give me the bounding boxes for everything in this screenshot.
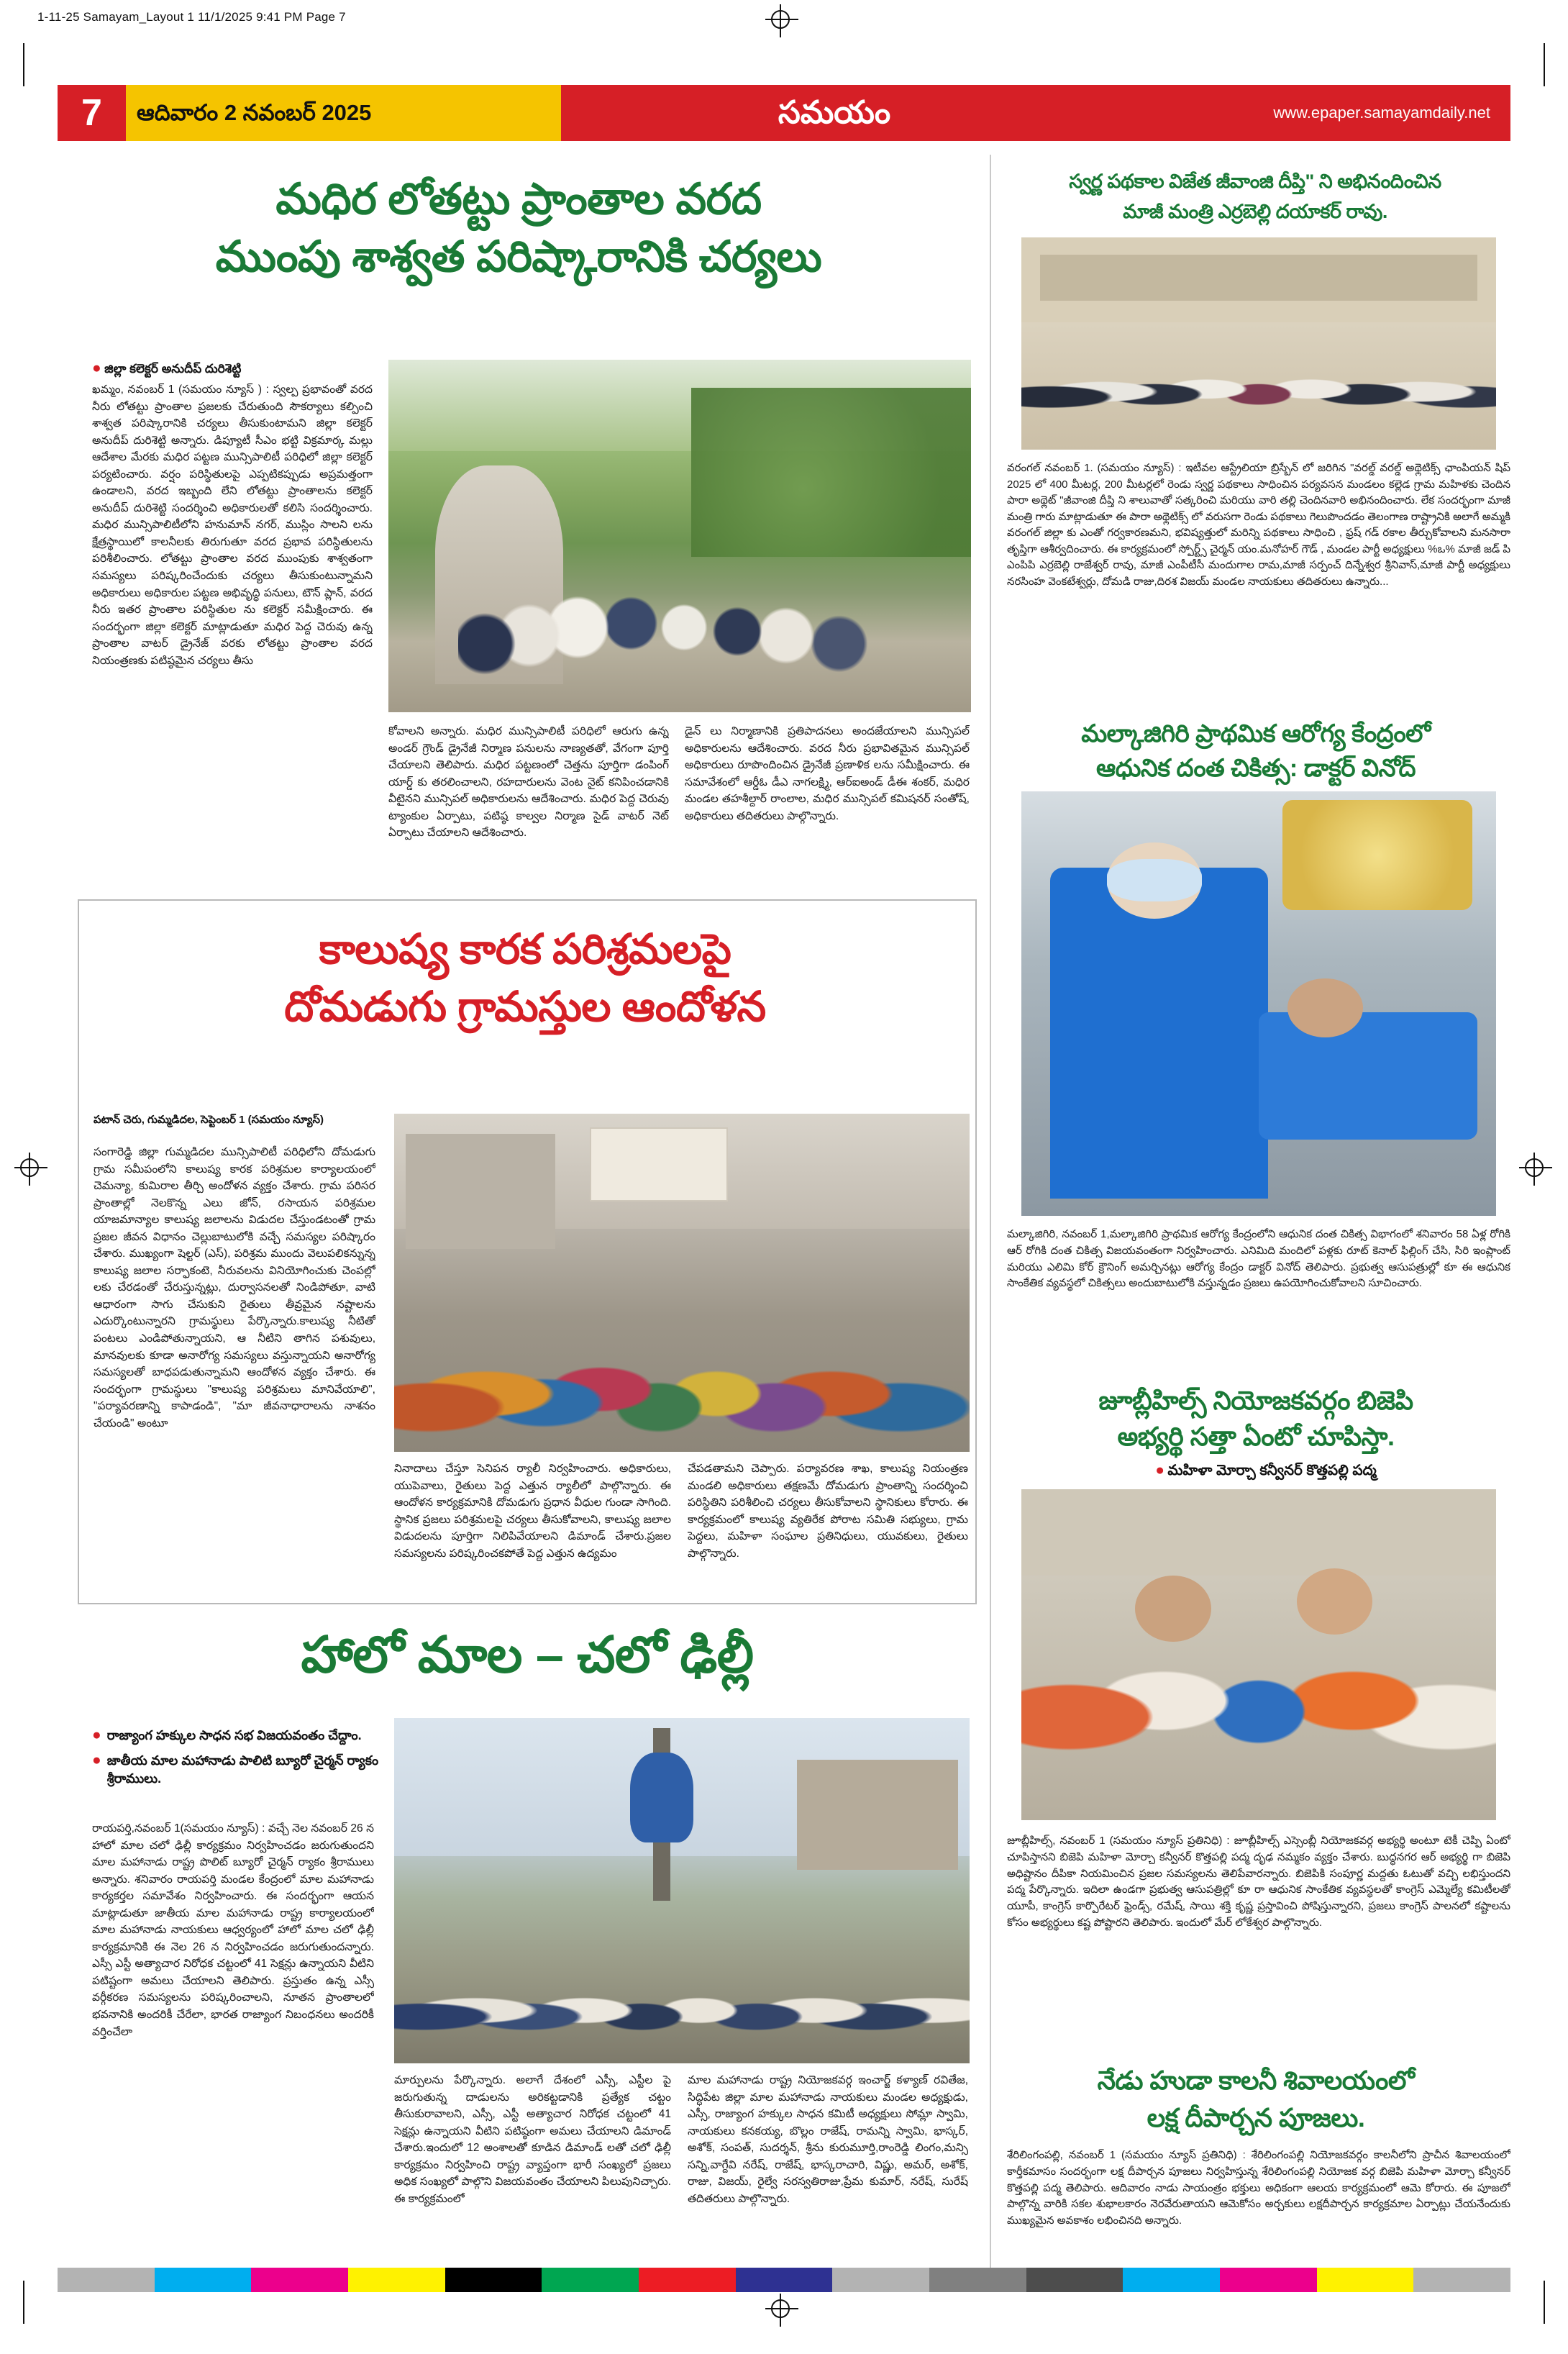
crop-mark bbox=[1544, 2281, 1545, 2324]
bullet-dot: ● bbox=[92, 360, 101, 376]
story1-column-3: డైన్ లు నిర్మాణానికి ప్రతిపాదనలు అందజేయాలని మున్సిపల్ అధికారులను ఆదేశించారు. వరద నీరు ప్రభావితమైన మున్సిపల్ అధికారులు రూపొందించిన డ్రైనేజీ ప్రణాళిక లను సమీక్షించారు. ఈ సమావేశంలో ఆర్డీఓ డీఎ నాగలక్ష్మి, ఆర్ఐఅండ్ డీఈ శంకర్, మధిర మండల తహశీల్దార్ రాంలాల, మధిర మున్సిపల్ కమిషనర్ సంతోష్, అధికారులు తదితరులు పాల్గొన్నారు. bbox=[685, 725, 970, 822]
color-swatch bbox=[58, 2268, 155, 2292]
right-story1-photo bbox=[1021, 237, 1496, 450]
registration-mark bbox=[771, 2299, 790, 2318]
story2-headline-line2: దోమడుగు గ్రామస్తుల ఆందోళన bbox=[284, 983, 766, 1030]
crop-mark bbox=[1544, 43, 1545, 86]
right-story3-photo bbox=[1021, 1489, 1496, 1820]
story3-column-1: రాయపర్తి,నవంబర్ 1(సమయం న్యూస్) : వచ్చే నెల నవంబర్ 26 న హాలో మాల చలో ఢిల్లీ కార్యక్రమం నిర్వహించడం జరుగుతుందని మాల మహానాడు రాష్ట్ర పొలిట్ బ్యూరో చైర్మన్ ర్యాకం శ్రీరాములు అన్నారు. శనివారం రాయపర్తి మండల కేంద్రంలో మాల మహానాడు కార్యకర్తల సమావేశం నిర్వహించారు. ఈ సందర్భంగా ఆయన మాట్లాడుతూ జాతీయ మాల మహానాడు రాష్ట్ర కార్యాలయంలో మాల మహానాడు నాయకులు ఆధ్వర్యంలో హాలో మాల చలో ఢిల్లీ కార్యక్రమానికి ఈ నెల 26 న నిర్వహించడం జరుగుతుందన్నారు. ఎస్సీ ఎస్టీ అత్యాచార నిరోధక చట్టంలో 41 సెక్షన్లు ఉన్నాయని వీటిని పటిష్టంగా అమలు చేయాలని తెలిపారు. ప్రస్తుతం ఉన్న ఎస్సీ వర్గీకరణ సమస్యలను పరిష్కరించాలని, నూతన ప్రాంతాలలో భవనానికి అందరికీ చేరేలా, భారత రాజ్యాంగ నిబంధనలు అందరికీ వర్తించేలా bbox=[92, 1822, 374, 2038]
story1-byline-row bbox=[92, 360, 308, 379]
story2-column-2: నినాదాలు చేస్తూ సెనిపన ర్యాలీ నిర్వహించారు. అధికారులు, యుపెవాలు, రైతులు పెద్ద ఎత్తున ర్యాలీలో పాల్గొన్నారు. ఈ ఆందోళన కార్యక్రమానికి దోమడుగు ప్రధాన వీధుల గుండా సాగింది. స్థానిక ప్రజలు పరిశ్రమలపై చర్యలు తీసుకోవాలని, కాలుష్య జలాల విడుదలను పూర్తిగా నిలిపివేయాలని డిమాండ్ చేశారు.ప్రజల సమస్యలను పరిష్కరించకపోతే పెద్ద ఎత్తున ఉద్యమం bbox=[394, 1463, 671, 1560]
right-story2-photo bbox=[1021, 791, 1496, 1216]
registration-mark bbox=[1525, 1158, 1544, 1177]
story2-column-3: చేపడతామని చెప్పారు. పర్యావరణ శాఖ, కాలుష్య నియంత్రణ మండలి అధికారులు తక్షణమే దోమడుగు ప్రాంతాన్ని సందర్శించి పరిస్థితిని పరిశీలించి చర్యలు తీసుకోవాలని స్థానికులు కోరారు. ఈ కార్యక్రమంలో కాలుష్య వ్యతిరేక పోరాట సమితి సభ్యులు, గ్రామ పెద్దలు, మహిళా సంఘాల ప్రతినిధులు, యువకులు, రైతులు పాల్గొన్నారు. bbox=[688, 1463, 968, 1560]
story1-headline-line1: మధిర లోతట్టు ప్రాంతాల వరద bbox=[275, 175, 762, 223]
registration-mark bbox=[771, 10, 790, 29]
color-swatch bbox=[1413, 2268, 1510, 2292]
bullet-dot: ● bbox=[1155, 1462, 1164, 1478]
color-swatch bbox=[1220, 2268, 1317, 2292]
story2-photo bbox=[394, 1114, 970, 1452]
story1-photo bbox=[388, 360, 971, 712]
color-swatch bbox=[542, 2268, 639, 2292]
story3-column-3: మాల మహానాడు రాష్ట్ర నియోజకవర్గ ఇంచార్జ్ కళ్యాణ్ రవితేజ, సిద్ధిపేట జిల్లా మాల మహానాడు నాయకులు మండల అధ్యక్షుడు, ఎస్సీ, రాజ్యాంగ హక్కుల సాధన కమిటీ అధ్యక్షులు సోమ్లా స్వామి, నాయకులు కనకయ్య, బొల్లం రాజేష్, రామన్ని స్వామి, భాస్కర్, అశోక్, సంపత్, సుదర్శన్, శ్రీను కురుమూర్తి,రాంరెడ్డి లింగం,మన్సి సన్ని,వాగ్దేవి నరేష్, రాజేష్, భాస్కరాచారి, విష్ణు, అమర్, అశోక్, రాజు, విజయ్, రైల్వే సరస్వతిరాజు,ప్రేమ కుమార్, నరేష్, సురేష్ తదితరులు పాల్గొన్నారు. bbox=[688, 2074, 968, 2205]
story3-photo bbox=[394, 1718, 970, 2063]
right-story2-headline-line2: ఆధునిక దంత చికిత్స: డాక్టర్ వినోద్ bbox=[1096, 755, 1416, 782]
right-story3-bullet: మహిళా మోర్చా కన్వీనర్ కొత్తపల్లి పద్మ bbox=[1167, 1463, 1377, 1478]
color-swatch bbox=[929, 2268, 1026, 2292]
story1-column-2: కోవాలని అన్నారు. మధిర మున్సిపాలిటీ పరిధిలో ఆరుగు ఉన్న అండర్ గ్రౌండ్ డ్రైనేజీ నిర్మాణ పనులను నాణ్యతతో, వేగంగా పూర్తి చేయాలని తెలిపారు. మధిర పట్టణంలో చెత్తను పూర్తిగా డంపింగ్ యార్డ్ కు తరలించాలని, రహదారులను వెంట నైట్ కనిపించడానికి వీటైనని మున్సిపల్ అధికారులను ఆదేశించారు. మధిర పెద్ద చెరువు ట్యాంకుల ఏర్పాటు, పటిష్ఠ కాల్వల నిర్మాణ సైడ్ వాటర్ నెట్ ఏర్పాటు చేయాలని ఆదేశించారు. bbox=[388, 725, 669, 840]
right-story1-headline-line2: మాజీ మంత్రి ఎర్రబెల్లి దయాకర్ రావు. bbox=[1123, 201, 1387, 222]
bullet-dot: ● bbox=[92, 1727, 101, 1743]
column-rule bbox=[990, 155, 991, 2284]
right-story3-bullet-row bbox=[1021, 1462, 1510, 1482]
color-swatch bbox=[251, 2268, 348, 2292]
color-swatch bbox=[445, 2268, 542, 2292]
bullet-dot: ● bbox=[92, 1752, 101, 1769]
right-story4-headline-line1: నేడు హుడా కాలనీ శివాలయంలో bbox=[1097, 2066, 1415, 2095]
color-swatch bbox=[1317, 2268, 1414, 2292]
masthead-title: సమయం bbox=[778, 95, 891, 130]
story1-byline: జిల్లా కలెక్టర్ అనుదీప్ దురిశెట్టి bbox=[104, 362, 242, 376]
story2-dateline: పటాన్ చెరు, గుమ్మడిదల, సెప్టెంబర్ 1 (సమయం న్యూస్) bbox=[94, 1114, 324, 1126]
story3-bullet-1: రాజ్యాంగ హక్కుల సాధన సభ విజయవంతం చేద్దాం. bbox=[106, 1728, 362, 1742]
story3-headline: హాలో మాల – చలో ఢిల్లీ bbox=[301, 1627, 754, 1683]
registration-mark bbox=[20, 1158, 39, 1177]
right-story2-body: మల్కాజిగిరి, నవంబర్ 1,మల్కాజిగిరి ప్రాథమిక ఆరోగ్య కేంద్రంలోని ఆధునిక దంత చికిత్స విభాగంలో శనివారం 58 ఏళ్ల రోగికి ఆర్ రోగికి దంత చికిత్స విజయవంతంగా నిర్వహించారు. ఎనిమిది మందిలో పళ్లకు రూట్ కెనాల్ ఫిల్లింగ్ చేసి, సిరి ఇంప్లాంట్ మరియు ఎలిమి కోర్ క్రౌనింగ్ అమర్చినట్లు ఆరోగ్య కేంద్రం డాక్టర్ వినోద్ తెలిపారు. ప్రభుత్వ ఆసుపత్రుల్లో కూ ఈ ఆధునిక సాంకేతిక వ్యవస్థలో చికిత్సలు అందుబాటులోకి వస్తున్నడం ప్రజలు ఉపయోగించుకోవాలని సూచించారు. bbox=[1007, 1228, 1510, 1290]
color-swatch bbox=[1026, 2268, 1123, 2292]
masthead-website[interactable]: www.epaper.samayamdaily.net bbox=[1273, 104, 1490, 122]
right-story1-headline-line1: స్వర్ణ పథకాల విజేత జీవాంజి దీప్తి" ని అభినందించిన bbox=[1069, 171, 1441, 192]
color-swatch bbox=[1123, 2268, 1220, 2292]
right-story3-body: జూబ్లీహిల్స్, నవంబర్ 1 (సమయం న్యూస్ ప్రతినిధి) : జూబ్లీహిల్స్ ఎస్సెంబ్లీ నియోజకవర్గ అభ్యర్థి అంటూ టెకీ చెప్పి ఏంటో చూపిస్తానని బిజెపి మహిళా మోర్చా కన్వీనర్ కొత్తపల్లి పద్మ దృఢ నమ్మకం వ్యక్తం చేశారు. బుద్ధనగర ఆర్ అభ్యర్థి గా బిజెపి అధిష్టానం దీపికా నియమించిన ప్రజల సమస్యలను తెలిపేవారన్నారు. బిజెపికి సంపూర్ణ మద్దతు ఓటుతో వచ్చి లభిస్తుందని పద్మ పేర్కొన్నారు. ఇదిలా ఉండగా ప్రభుత్వ ఆసుపత్రిల్లో కూ రా ఆధునిక సాంకేతిక వ్యవస్థలతో కాంగ్రెస్ ఎమ్మెల్యే కమిటీలతో యూపీ, కాంగ్రెస్ కార్పొరేటర్ ఫ్రెండ్స్, రమేష్, సాయి శక్తి కృష్ణ ప్రస్తావించి పోషిస్తున్నారని, ప్రజలు కాంగ్రెస్ పాలనలో కష్టాలను కోసం అభ్యర్థులు కష్ట పోష్టారని తెలిపారు. ఇందులో మేర్ లోకేశ్వర పాల్గొన్నారు. bbox=[1007, 1835, 1510, 1929]
masthead bbox=[58, 85, 1510, 141]
file-slug: 1-11-25 Samayam_Layout 1 11/1/2025 9:41 PM Page 7 bbox=[37, 10, 346, 24]
story3-bullets bbox=[92, 1727, 380, 1789]
right-story4-headline-line2: లక్ష దీపార్చన పూజలు. bbox=[1147, 2103, 1365, 2132]
right-story1-body: వరంగల్ నవంబర్ 1. (సమయం న్యూస్) : ఇటీవల ఆస్ట్రేలియా బ్రిస్బేన్ లో జరిగిన "వరల్డ్ వరల్డ్ అథ్లెటిక్స్ ఛాంపియన్ షిప్ 2025 లో 400 మీటర్ల, 200 మీటర్లలో రెండు స్వర్ణ పథకాలు సాధించిన పర్యవసన మండలం కల్లెడ గ్రామ మహిళకు చెందిన పారా అథ్లెట్ "జీవాంజి దీప్తి ని శాలువాతో సత్కరించి మరియు వారి తల్లి చెందినవారి అభినందించారు. లేక సందర్భంగా మాజీ మంత్రి గారు మాట్లాడుతూ ఈ పారా అథ్లెటిక్స్ లో వరుసగా రెండు పథకాలు గెలుపొందడం తెలంగాణ రాష్ట్రానికి అలాగే అమ్మకి వరంగల్ జిల్లా కు ఎంతో గర్వకారణమని, భవిష్యత్తులో మరిన్ని పథకాలు సాధించి , ఫ్రష్ గడ్ రకాల తీర్చుకోవాలని మనసారా తృప్తిగా ఆశీర్వదించారు. ఈ కార్యక్రమంలో స్పోర్ట్స్ చైర్మన్ యం.మనోహర్ గౌడ్ , మండల పార్టీ అధ్యక్షులు %ఒ% మాజీ జడ్ పి ఎంపిపి ఎర్రబెల్లి రాజేశ్వర్ రావు, మాజీ ఎంపీటీసీ మందుగాల రామ,మాజీ సర్పంచ్ దిన్నేశ్వర శ్రీనివాస్,మాజీ పార్టీ అధ్యక్షులు నరసింహ వెంకటేశ్వర్లు, దోమడి రాజు,దిరశ విజయ్ మండల నాయకులు తదితరులు ఉన్నారు... bbox=[1007, 462, 1510, 588]
right-story3-headline-line2: అభ్యర్థి సత్తా ఏంటో చూపిస్తా. bbox=[1117, 1422, 1395, 1451]
color-swatch bbox=[736, 2268, 833, 2292]
masthead-date: ఆదివారం 2 నవంబర్ 2025 bbox=[137, 100, 372, 125]
color-swatch bbox=[155, 2268, 252, 2292]
story1-headline-line2: ముంపు శాశ్వత పరిష్కారానికి చర్యలు bbox=[215, 232, 822, 281]
color-swatch bbox=[832, 2268, 929, 2292]
print-color-bar bbox=[58, 2268, 1510, 2292]
crop-mark bbox=[23, 43, 24, 86]
right-story4-body: శేరిలింగంపల్లి, నవంబర్ 1 (సమయం న్యూస్ ప్రతినిధి) : శేరిలింగంపల్లి నియోజకవర్గం కాలనీలోని ప్రాచీన శివాలయంలో కార్తీకమాసం సందర్భంగా లక్ష దీపార్చన పూజలు నిర్వహిస్తున్న శేరిలింగంపల్లి నియోజక వర్గ బిజెపి మహిళా మోర్చా కన్వీనర్ కొత్తపల్లి పద్మ తెలిపారు. ఆదివారం నాడు సాయంత్రం భక్తులు అధికంగా ఆలయ కార్యక్రమంలో ఆమె కోరారు. ఈ పూజలో పాల్గొన్న వారికి సకల శుభాలకారం నెరవేరుతాయని ఆమెకోసం అర్చకులు లక్షదీపార్చన కార్యక్రమాల ఏర్పాట్లు చేయనేందుకు ముఖ్యమైన అవకాశం లభించినది అన్నారు. bbox=[1007, 2149, 1510, 2227]
crop-mark bbox=[23, 2281, 24, 2324]
page-number: 7 bbox=[58, 85, 126, 141]
story3-column-2: మార్పులను పేర్కొన్నారు. అలాగే దేశంలో ఎస్సీ, ఎస్టీల పై జరుగుతున్న దాడులను అరికట్టడానికి ప్రత్యేక చట్టం తీసుకురావాలని, ఎస్సీ, ఎస్టీ అత్యాచార నిరోధక చట్టంలో 41 సెక్షన్లు ఉన్నాయని వీటిని పటిష్ఠంగా అమలు చేయాలని డిమాండ్ చేశారు.ఇందులో 12 అంశాలతో కూడిన డిమాండ్ లతో చలో ఢిల్లీ కార్యక్రమం నిర్వహించి రాష్ట్ర వ్యాప్తంగా భారీ సంఖ్యలో ప్రజలు అధిక సంఖ్యలో పాల్గొని విజయవంతం చేయాలని పిలుపునిచ్చారు. ఈ కార్యక్రమంలో bbox=[394, 2074, 671, 2205]
story3-bullet-2: జాతీయ మాల మహానాడు పాలిటి బ్యూరో చైర్మన్ ర్యాకం శ్రీరాములు. bbox=[106, 1753, 379, 1786]
right-story3-headline-line1: జూబ్లీహిల్స్ నియోజకవర్గం బిజెపి bbox=[1098, 1386, 1413, 1415]
right-story2-headline-line1: మల్కాజిగిరి ప్రాథమిక ఆరోగ్య కేంద్రంలో bbox=[1081, 720, 1431, 747]
color-swatch bbox=[348, 2268, 445, 2292]
story2-column-1: సంగారెడ్డి జిల్లా గుమ్మడిదల మున్సిపాలిటీ పరిధిలోని దోమడుగు గ్రామ సమీపంలోని కాలుష్య కారక పరిశ్రమల కార్యాలయంలో చెమన్యా, కుమిరాల తీర్చి అందోళన వ్యక్తం చేశారు. గ్రామ పరిసర ప్రాంతాల్లో నెలకొన్న ఎలు జోన్, రసాయన పరిశ్రమల యాజమాన్యాల కాలుష్య జలాలను విడుదల చేస్తుండటంతో గ్రామ ప్రజల జీవన విధానం చెల్లుబాటులోకి వచ్చే సమస్యల పరిష్కారం చేశారు. ముఖ్యంగా షెల్టర్ (ఎస్), పరిశ్రమ ముందు వెలుపలికన్నున్న కాలుష్య జలాల సర్ఫాకంటె, నీరువలను వినియోగించుకు చెంపల్లో లకు చేరడంతో చేరుస్తున్నట్లు, దుర్వాసనలతో నిండిపోతూ, వాటి ఆధారంగా సాగు చేసుకుని రైతులు తీవ్రమైన నష్టాలను ఎదుర్కొంటున్నారని గ్రామస్థులు పేర్కొన్నారు.కాలుష్య నీటితో పంటలు ఎండిపోతున్నాయని, ఆ నీటిని తాగిన పశువులు, మానవులకు కూడా అనారోగ్య సమస్యలు వస్తున్నాయని అనారోగ్య సమస్యలతో బాధపడుతున్నామని ఆందోళన వ్యక్తం చేశారు. ఈ సందర్భంగా గ్రామస్థులు "కాలుష్య పరిశ్రమలు మానివేయాలి", "పర్యావరణాన్ని కాపాడండి", "మా జీవనాధారాలను నాశనం చేయండి" అంటూ bbox=[94, 1146, 375, 1430]
color-swatch bbox=[639, 2268, 736, 2292]
story2-headline-line1: కాలుష్య కారక పరిశ్రమలపై bbox=[319, 926, 731, 973]
story1-column-1: ఖమ్మం, నవంబర్ 1 (సమయం న్యూస్ ) : స్వల్ప ప్రభావంతో వరద నీరు లోతట్టు ప్రాంతాల ప్రజలకు చేరుతుంది సౌకర్యాలు కల్పించి శాశ్వత పరిష్కారానికి చర్యలు తీసుకుంటామని జిల్లా కలెక్టర్ అనుదీప్ దురిశెట్టి అన్నారు. డిప్యూటీ సీఎం భట్టి విక్రమార్క మల్లు ఆదేశాల మేరకు మధిర పట్టణ మున్సిపాలిటీ పరిధిలో జిల్లా కలెక్టర్ పర్యటించారు. వర్షం పరిస్థితులపై ఎప్పటికప్పుడు అప్రమత్తంగా ఉండాలని, వరద ఇబ్బంది లేని లోతట్టు ప్రాంతాలను కలెక్టర్ అనుదీప్ దురిశెట్టి సందర్శించి అధికారులతో కలిసి సందర్శించారు. మధిర మున్సిపాలిటీలోని హనుమాన్ నగర్, ముస్లిం సాలని లను క్షేత్రస్థాయిలో కాలనీలకు తిరుగుతూ వరద ప్రభావ పరిస్థితులను పరిశీలించారు. లోతట్టు ప్రాంతాల వరద ముంపుకు శాశ్వతంగా సమస్యలు పరిష్కరించేందుకు చర్యలు తీసుకుంటున్నామని అధికారులు అధికారుల పట్టణ అభివృద్ధి పనులు, టౌన్ ప్లాన్, వరద నీరు ఇతర ప్రాంతాల పరిస్థితుల ను కలెక్టర్ సమీక్షించారు. ఈ సందర్భంగా జిల్లా కలెక్టర్ మాట్లాడుతూ మధిర పెద్ద చెరువు ఉన్న ప్రాంతాల వాటర్ డ్రైనేజ్ వరకు లోతట్టు ప్రాంతాల వరద నియంత్రణకు పటిష్ఠమైన చర్యలు తీసు bbox=[92, 383, 373, 667]
